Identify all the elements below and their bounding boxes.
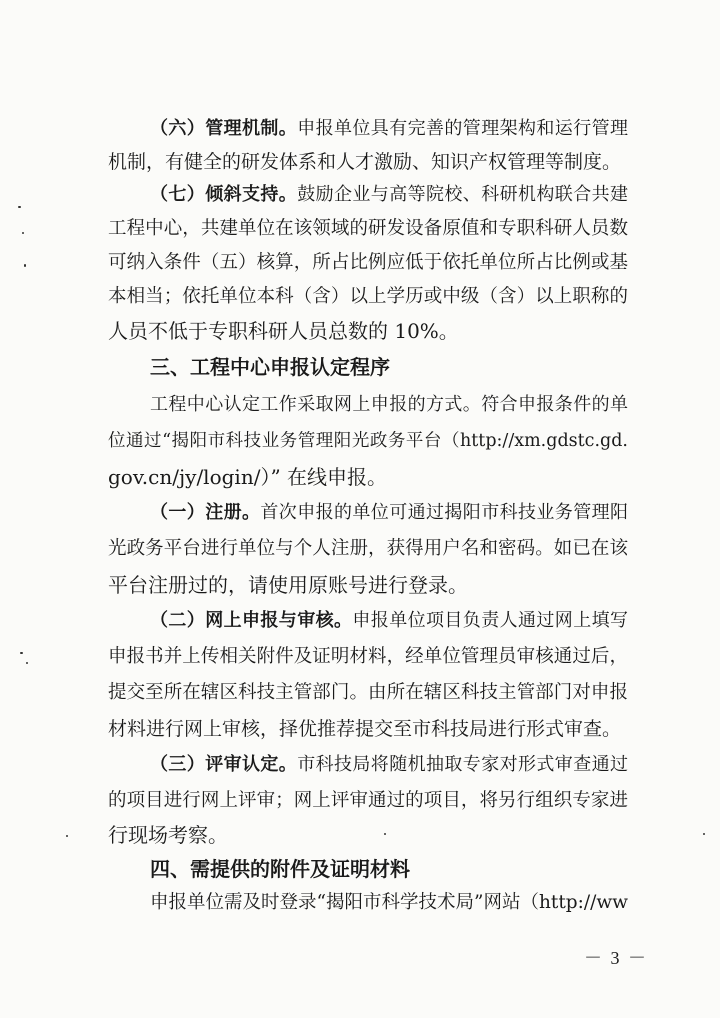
line-text: 鼓励企业与高等院校、科研机构联合共建 (297, 184, 629, 205)
scan-speck (22, 232, 24, 234)
line-text: 机制，有健全的研发体系和人才激励、知识产权管理等制度。 (108, 151, 622, 173)
paragraph-line (150, 184, 628, 206)
scan-speck (66, 835, 68, 837)
paragraph-line (150, 892, 628, 914)
section-lead: （六）管理机制。 (150, 118, 298, 139)
section-heading (150, 858, 628, 880)
line-text: 首次申报的单位可通过揭阳市科技业务管理阳 (260, 502, 629, 523)
line-text: 平台注册过的，请使用原账号进行登录。 (108, 573, 468, 597)
section-lead: （二）网上申报与审核。 (150, 610, 353, 631)
line-text: 工程中心认定工作采取网上申报的方式。符合申报条件的单 (150, 394, 628, 415)
page-number: － 3 － (584, 948, 648, 968)
line-text: 申报单位项目负责人通过网上填写 (352, 610, 629, 631)
section-heading (150, 356, 628, 378)
scan-speck (26, 662, 28, 664)
paragraph-line (108, 466, 628, 488)
paragraph-line (108, 824, 628, 846)
line-text: 申报书并上传相关附件及证明材料，经单位管理员审核通过后， (108, 646, 628, 667)
line-text: 位通过“揭阳市科技业务管理阳光政务平台（http://xm.gdstc.gd. (108, 431, 628, 451)
paragraph-line (150, 754, 628, 776)
line-text: 行现场考察。 (108, 823, 228, 847)
paragraph-line (108, 646, 628, 668)
paragraph-line (108, 252, 628, 274)
heading-text: 三、工程中心申报认定程序 (150, 355, 390, 379)
paragraph-line (150, 502, 628, 524)
section-lead: （三）评审认定。 (150, 754, 298, 775)
section-lead: （七）倾斜支持。 (150, 184, 298, 205)
paragraph-line (150, 610, 628, 632)
paragraph-line (108, 790, 628, 812)
line-text: 工程中心，共建单位在该领域的研发设备原值和专职科研人员数 (108, 218, 628, 239)
scan-speck (703, 833, 705, 835)
paragraph-line (108, 218, 628, 240)
paragraph-line (108, 682, 628, 704)
section-lead: （一）注册。 (150, 502, 261, 523)
scan-speck (18, 206, 21, 208)
paragraph-line (108, 151, 628, 173)
paragraph-line (108, 320, 628, 342)
scan-speck (20, 652, 23, 654)
line-text: 材料进行网上审核，择优推荐提交至市科技局进行形式审查。 (108, 718, 622, 740)
paragraph-line (108, 574, 628, 596)
line-text: 市科技局将随机抽取专家对形式审查通过 (297, 754, 629, 775)
scan-speck (24, 264, 26, 267)
line-text: 申报单位需及时登录“揭阳市科学技术局”网站（http://ww (150, 892, 628, 913)
line-text: gov.cn/jy/login/）” 在线申报。 (108, 465, 388, 489)
paragraph-line (150, 394, 628, 416)
paragraph-line (108, 286, 628, 308)
heading-text: 四、需提供的附件及证明材料 (150, 857, 410, 881)
line-text: 光政务平台进行单位与个人注册，获得用户名和密码。如已在该 (108, 538, 628, 559)
line-text: 的项目进行网上评审；网上评审通过的项目，将另行组织专家进 (108, 790, 628, 811)
line-text: 提交至所在辖区科技主管部门。由所在辖区科技主管部门对申报 (108, 682, 628, 703)
paragraph-line (108, 430, 628, 452)
line-text: 本相当；依托单位本科（含）以上学历或中级（含）以上职称的 (108, 286, 628, 307)
scan-speck (384, 833, 386, 835)
paragraph-line (150, 118, 628, 140)
paragraph-line (108, 718, 628, 740)
line-text: 申报单位具有完善的管理架构和运行管理 (297, 118, 629, 139)
line-text: 可纳入条件（五）核算，所占比例应低于依托单位所占比例或基 (108, 252, 628, 273)
paragraph-line (108, 538, 628, 560)
line-text: 人员不低于专职科研人员总数的 10%。 (108, 319, 459, 343)
